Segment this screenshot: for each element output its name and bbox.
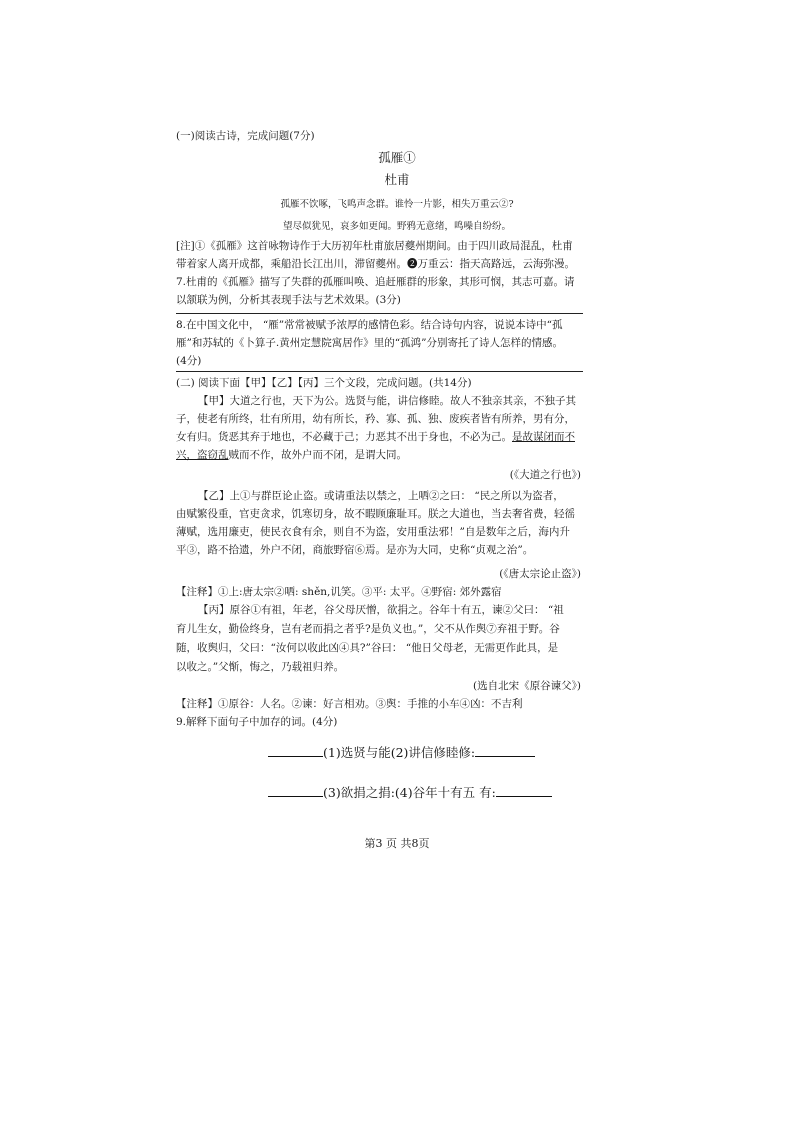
passage-jia-line-3 bbox=[176, 430, 575, 444]
question-8-line-2: 雁”和苏轼的《卜算子.黄州定慧院寓居作》里的“孤鸿”分别寄托了诗人怎样的情感。 bbox=[176, 337, 563, 349]
passage-yi-line-2: 由赋繁役重，官吏贪求，饥寒切身，故不暇顾廉耻耳。朕之大道也，当去奢省费，轻徭 bbox=[176, 508, 575, 520]
divider-line bbox=[176, 313, 583, 314]
passage-jia-line-1: 【甲】大道之行也，天下为公。选贤与能，讲信修睦。故人不独亲其亲，不独子其 bbox=[198, 395, 576, 407]
divider-line bbox=[176, 371, 583, 372]
passage-jia-line-2: 子，使老有所终，壮有所用，幼有所长，矜、寡、孤、独、废疾者皆有所养，男有分， bbox=[176, 413, 575, 425]
fill-line-2 bbox=[268, 784, 552, 801]
passage-bing-source: (选自北宋《原谷谏父》) bbox=[473, 680, 581, 692]
passage-yi-line-3: 薄赋，选用廉吏，使民衣食有余，则自不为盗，安用重法邪！”自是数年之后，海内升 bbox=[176, 526, 570, 538]
question-8-line-3: (4分) bbox=[176, 355, 202, 367]
poem-note-line-1: [注]①《孤雁》这首咏物诗作于大历初年杜甫旅居夔州期间。由于四川政局混乱，杜甫 bbox=[176, 240, 573, 252]
question-7-line-1: 7.杜甫的《孤雁》描写了失群的孤雁叫唤、追赶雁群的形象，其形可悯，其志可嘉。请 bbox=[176, 276, 575, 288]
passage-bing-line-1: 【丙】原谷①有祖，年老，谷父母厌憎，欲捐之。谷年十有五，谏②父曰： “祖 bbox=[198, 604, 564, 616]
question-7-line-2: 以颔联为例，分析其表现手法与艺术效果。(3分) bbox=[176, 294, 401, 306]
underlined-sentence: 是故谋闭而不 bbox=[512, 431, 575, 443]
passage-yi-source: (《唐太宗论止盗》) bbox=[499, 568, 581, 580]
answer-blank[interactable] bbox=[268, 784, 323, 797]
answer-blank[interactable] bbox=[475, 744, 535, 757]
passage-bing-note: 【注释】①原谷：人名。②谏：好言相劝。③舆：手推的小车④凶：不吉利 bbox=[176, 698, 523, 710]
fill-prompt: (1)选贤与能(2)讲信修睦修: bbox=[323, 745, 476, 760]
poem-title: 孤雁① bbox=[378, 150, 416, 165]
question-9: 9.解释下面句子中加存的词。(4分) bbox=[176, 716, 338, 728]
passage-jia-line-4 bbox=[176, 448, 407, 462]
poem-note-line-2: 带着家人离开成都，乘船沿长江出川，滞留夔州。❷万重云：指天高路远，云海弥漫。 bbox=[176, 258, 575, 270]
fill-line-1 bbox=[268, 744, 535, 761]
answer-blank[interactable] bbox=[496, 784, 552, 797]
passage-jia-source: (《大道之行也》) bbox=[509, 469, 581, 481]
passage-yi-line-1: 【乙】上①与群臣论止盗。或请重法以禁之，上哂②之曰： “民之所以为盗者， bbox=[198, 490, 564, 502]
fill-prompt: (3)欲捐之捐:(4)谷年十有五 有: bbox=[323, 785, 496, 800]
answer-blank[interactable] bbox=[268, 744, 323, 757]
passage-bing-line-4: 以收之。”父惭，悔之，乃载祖归养。 bbox=[176, 661, 345, 673]
poem-line-2: 望尽似犹见，哀多如更闻。野鸦无意绪，鸣噪自纷纷。 bbox=[282, 221, 511, 232]
section2-heading: (二) 阅读下面【甲】【乙】【丙】三个文段，完成问题。(共14分) bbox=[176, 377, 472, 389]
page-footer: 第3 页 共8页 bbox=[364, 837, 430, 850]
passage-yi-line-4: 平③，路不拾遗，外户不闭，商旅野宿⑥焉。是亦为大同，史称“贞观之治”。 bbox=[176, 544, 534, 556]
passage-yi-note: 【注释】①上:唐太宗②哂: shěn,讥笑。③平: 太平。④野宿: 郊外露宿 bbox=[176, 586, 502, 598]
passage-bing-line-3: 随，收舆归，父曰：“汝何以收此凶④具?”谷曰： “他日父母老，无需更作此具，是 bbox=[176, 642, 559, 654]
passage-jia-text: 女有归。货恶其弃于地也，不必藏于己；力恶其不出于身也，不必为己。 bbox=[176, 431, 512, 443]
section1-heading: (一)阅读古诗，完成问题(7分) bbox=[176, 130, 315, 142]
passage-jia-text: 贼而不作，故外户而不闭，是谓大同。 bbox=[228, 449, 407, 461]
underlined-sentence: 兴，盗窃乱 bbox=[176, 449, 229, 461]
poem-line-1: 孤雁不饮啄，飞鸣声念群。谁怜一片影，相失万重云②? bbox=[280, 199, 514, 210]
question-8-line-1: 8.在中国文化中， “雁”常常被赋予浓厚的感情色彩。结合诗句内容，说说本诗中“孤 bbox=[176, 319, 563, 331]
passage-bing-line-2: 育儿生女，勤俭终身，岂有老而捐之者乎?是负义也。”，父不从作舆⑦弃祖于野。谷 bbox=[176, 623, 560, 635]
poem-author: 杜甫 bbox=[384, 172, 410, 187]
